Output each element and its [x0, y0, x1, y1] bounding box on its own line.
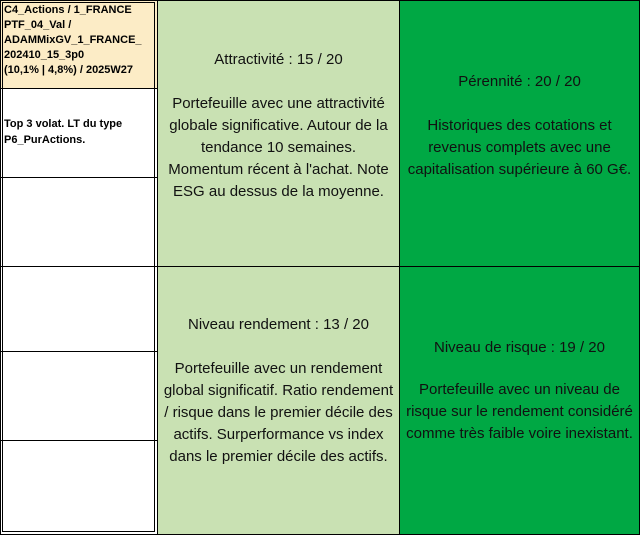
attractivite-cell	[158, 1, 400, 267]
portfolio-description-cell	[1, 89, 158, 178]
perennite-cell	[400, 1, 639, 267]
risque-title: Niveau de risque : 19 / 20	[434, 339, 605, 356]
perennite-title: Pérennité : 20 / 20	[458, 73, 581, 90]
attractivite-description: Portefeuille avec une attractivité globale significative. Autour de la tendance 10 semaines. Momentum récent à l'achat. Note ESG au dessus de la moyenne.	[168, 95, 389, 200]
portfolio-identifier-cell	[1, 1, 158, 89]
portfolio-description: Top 3 volat. LT du type P6_PurActions.	[4, 118, 123, 146]
empty-cell-2	[1, 267, 158, 352]
risque-description: Portefeuille avec un niveau de risque sur le rendement considéré comme très faible voire inexistant.	[406, 381, 633, 442]
portfolio-line-1: C4_Actions / 1_FRANCE	[4, 4, 132, 16]
empty-cell-1	[1, 178, 158, 267]
empty-cell-4	[1, 441, 158, 534]
empty-cell-3	[1, 352, 158, 441]
attractivite-title: Attractivité : 15 / 20	[214, 51, 343, 68]
portfolio-line-2: PTF_04_Val /	[4, 19, 72, 31]
portfolio-line-3: ADAMMixGV_1_FRANCE_	[4, 34, 142, 46]
rendement-title: Niveau rendement : 13 / 20	[188, 316, 369, 333]
rendement-description: Portefeuille avec un rendement global significatif. Ratio rendement / risque dans le premier décile des actifs. Surperformance vs index dans le premier décile des actifs.	[163, 360, 394, 465]
rendement-cell	[158, 267, 400, 534]
risque-cell	[400, 267, 639, 534]
portfolio-line-5: (10,1% | 4,8%) / 2025W27	[4, 64, 134, 76]
portfolio-line-4: 202410_15_3p0	[4, 49, 85, 61]
perennite-description: Historiques des cotations et revenus complets avec une capitalisation supérieure à 60 G€.	[407, 117, 632, 178]
